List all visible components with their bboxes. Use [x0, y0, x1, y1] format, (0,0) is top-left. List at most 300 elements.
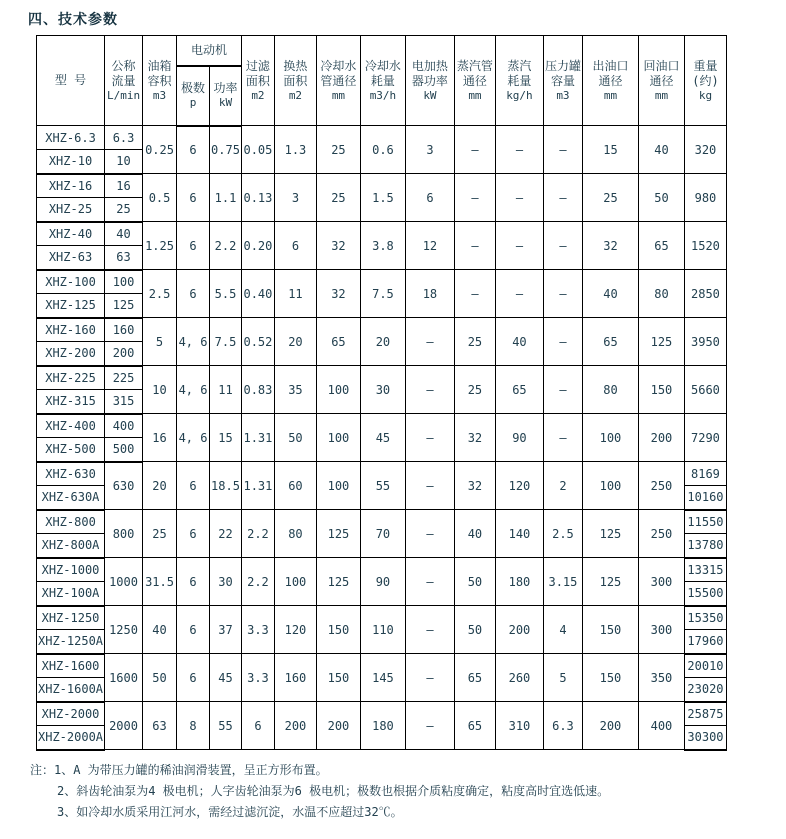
header-label-line: 功率 — [213, 81, 238, 95]
cell-flow: 160 — [105, 318, 143, 342]
header-unit: mm — [331, 88, 346, 102]
cell-outlet: 32 — [582, 222, 638, 270]
cell-steam_pipe: 32 — [454, 462, 495, 510]
cell-filter: 0.52 — [241, 318, 274, 366]
cell-model: XHZ-500 — [37, 438, 105, 462]
cell-flow: 25 — [105, 198, 143, 222]
table-row — [37, 414, 727, 438]
cell-steam_pipe: 32 — [454, 414, 495, 462]
cell-model: XHZ-40 — [37, 222, 105, 246]
cell-weight: 5660 — [684, 366, 726, 414]
cell-poles: 4, 6 — [177, 366, 210, 414]
cell-ptank: — — [543, 126, 582, 174]
header-label-line: 器功率 — [411, 73, 448, 88]
cell-model: XHZ-25 — [37, 198, 105, 222]
cell-outlet: 125 — [582, 510, 638, 558]
cell-tank: 50 — [143, 654, 177, 702]
header-unit: p — [189, 96, 197, 109]
cell-outlet: 65 — [582, 318, 638, 366]
cell-model: XHZ-315 — [37, 390, 105, 414]
table-row — [37, 366, 727, 390]
cell-flow: 125 — [105, 294, 143, 318]
cell-flow: 500 — [105, 438, 143, 462]
cell-ptank: 6.3 — [543, 702, 582, 750]
header-unit: m3 — [152, 88, 167, 102]
header-label-line: 通径 — [649, 73, 674, 88]
cell-filter: 0.40 — [241, 270, 274, 318]
header-unit: L/min — [106, 88, 141, 102]
cell-weight: 30300 — [684, 726, 726, 750]
col-header-steam_cons — [495, 36, 543, 126]
cell-steam: 260 — [495, 654, 543, 702]
header-label-line: 通径 — [598, 73, 623, 88]
cell-filter: 2.2 — [241, 558, 274, 606]
cell-heat: 160 — [274, 654, 316, 702]
header-unit: kg/h — [506, 88, 533, 102]
cell-water: 55 — [360, 462, 405, 510]
cell-outlet: 200 — [582, 702, 638, 750]
cell-water: 20 — [360, 318, 405, 366]
cell-weight: 13780 — [684, 534, 726, 558]
table-body — [37, 126, 727, 750]
cell-weight: 8169 — [684, 462, 726, 486]
cell-outlet: 15 — [582, 126, 638, 174]
table-row — [37, 510, 727, 534]
cell-tank: 1.25 — [143, 222, 177, 270]
col-header-power — [210, 66, 242, 126]
cell-pipe: 150 — [316, 654, 360, 702]
cell-steam: 40 — [495, 318, 543, 366]
table-row — [37, 654, 727, 678]
cell-power: 0.75 — [210, 126, 242, 174]
cell-heater: 18 — [405, 270, 454, 318]
header-label-line: 电动机 — [190, 42, 227, 57]
cell-flow: 225 — [105, 366, 143, 390]
cell-outlet: 100 — [582, 414, 638, 462]
cell-return: 250 — [638, 510, 684, 558]
cell-power: 7.5 — [210, 318, 242, 366]
cell-model: XHZ-1000 — [37, 558, 105, 582]
cell-flow: 40 — [105, 222, 143, 246]
cell-filter: 0.83 — [241, 366, 274, 414]
cell-power: 2.2 — [210, 222, 242, 270]
cell-heater: 12 — [405, 222, 454, 270]
cell-poles: 6 — [177, 174, 210, 222]
cell-power: 22 — [210, 510, 242, 558]
cell-return: 65 — [638, 222, 684, 270]
cell-ptank: — — [543, 174, 582, 222]
cell-heat: 20 — [274, 318, 316, 366]
col-header-steam_pipe — [454, 36, 495, 126]
cell-return: 300 — [638, 606, 684, 654]
cell-heat: 200 — [274, 702, 316, 750]
cell-model: XHZ-63 — [37, 246, 105, 270]
cell-flow: 1600 — [105, 654, 143, 702]
cell-outlet: 100 — [582, 462, 638, 510]
cell-filter: 0.05 — [241, 126, 274, 174]
cell-pipe: 150 — [316, 606, 360, 654]
cell-weight: 25875 — [684, 702, 726, 726]
col-header-outlet — [582, 36, 638, 126]
cell-flow: 400 — [105, 414, 143, 438]
cell-model: XHZ-225 — [37, 366, 105, 390]
cell-steam: 120 — [495, 462, 543, 510]
header-label-line: 流量 — [111, 73, 136, 88]
header-label-line: 极数 — [181, 81, 206, 95]
cell-water: 45 — [360, 414, 405, 462]
cell-heater: 3 — [405, 126, 454, 174]
cell-model: XHZ-800A — [37, 534, 105, 558]
cell-steam_pipe: 65 — [454, 702, 495, 750]
cell-weight: 13315 — [684, 558, 726, 582]
cell-water: 7.5 — [360, 270, 405, 318]
header-label-line: 电加热 — [411, 58, 448, 73]
cell-pipe: 65 — [316, 318, 360, 366]
cell-model: XHZ-16 — [37, 174, 105, 198]
cell-filter: 2.2 — [241, 510, 274, 558]
cell-outlet: 150 — [582, 654, 638, 702]
header-label-line: (约) — [692, 73, 719, 88]
table-row — [37, 558, 727, 582]
cell-weight: 23020 — [684, 678, 726, 702]
header-label-line: 过滤 — [245, 58, 270, 73]
header-label-line: 面积 — [283, 73, 308, 88]
cell-power: 5.5 — [210, 270, 242, 318]
cell-heater: — — [405, 702, 454, 750]
cell-pipe: 25 — [316, 126, 360, 174]
cell-model: XHZ-400 — [37, 414, 105, 438]
cell-steam: 65 — [495, 366, 543, 414]
cell-pipe: 25 — [316, 174, 360, 222]
cell-heat: 120 — [274, 606, 316, 654]
cell-model: XHZ-1250A — [37, 630, 105, 654]
col-header-press_tank — [543, 36, 582, 126]
cell-power: 30 — [210, 558, 242, 606]
header-label-line: 耗量 — [507, 73, 532, 88]
table-row — [37, 174, 727, 198]
cell-model: XHZ-10 — [37, 150, 105, 174]
cell-heat: 60 — [274, 462, 316, 510]
table-row — [37, 702, 727, 726]
cell-return: 300 — [638, 558, 684, 606]
cell-tank: 10 — [143, 366, 177, 414]
table-row — [37, 606, 727, 630]
header-unit: m2 — [251, 88, 265, 102]
cell-steam_pipe: — — [454, 126, 495, 174]
cell-heat: 3 — [274, 174, 316, 222]
cell-pipe: 32 — [316, 270, 360, 318]
cell-ptank: 2 — [543, 462, 582, 510]
cell-model: XHZ-6.3 — [37, 126, 105, 150]
cell-poles: 6 — [177, 558, 210, 606]
cell-ptank: 3.15 — [543, 558, 582, 606]
cell-return: 250 — [638, 462, 684, 510]
cell-pipe: 100 — [316, 414, 360, 462]
table-header — [37, 36, 727, 126]
cell-steam_pipe: 65 — [454, 654, 495, 702]
cell-heater: — — [405, 318, 454, 366]
cell-flow: 315 — [105, 390, 143, 414]
cell-heat: 11 — [274, 270, 316, 318]
cell-heat: 1.3 — [274, 126, 316, 174]
cell-return: 400 — [638, 702, 684, 750]
header-label-line: 管通径 — [320, 73, 357, 88]
cell-flow: 63 — [105, 246, 143, 270]
cell-heat: 80 — [274, 510, 316, 558]
cell-ptank: — — [543, 414, 582, 462]
cell-ptank: 4 — [543, 606, 582, 654]
cell-flow: 10 — [105, 150, 143, 174]
header-label-line: 蒸汽管 — [456, 58, 493, 73]
cell-power: 18.5 — [210, 462, 242, 510]
col-header-heater — [405, 36, 454, 126]
header-label-line: 换热 — [283, 58, 308, 73]
cell-pipe: 125 — [316, 510, 360, 558]
header-label-line: 容积 — [147, 73, 172, 88]
cell-ptank: — — [543, 222, 582, 270]
cell-tank: 31.5 — [143, 558, 177, 606]
cell-poles: 6 — [177, 462, 210, 510]
cell-weight: 15350 — [684, 606, 726, 630]
cell-model: XHZ-1600 — [37, 654, 105, 678]
cell-ptank: — — [543, 366, 582, 414]
cell-outlet: 25 — [582, 174, 638, 222]
cell-steam_pipe: 50 — [454, 558, 495, 606]
cell-outlet: 150 — [582, 606, 638, 654]
col-header-tank — [143, 36, 177, 126]
header-label-line: 容量 — [550, 73, 575, 88]
cell-power: 37 — [210, 606, 242, 654]
cell-flow: 630 — [105, 462, 143, 510]
cell-weight: 980 — [684, 174, 726, 222]
header-unit: mm — [468, 88, 482, 102]
header-label-line: 蒸汽 — [507, 58, 532, 73]
cell-steam_pipe: 25 — [454, 318, 495, 366]
footnotes — [30, 760, 786, 823]
cell-weight: 15500 — [684, 582, 726, 606]
cell-filter: 0.13 — [241, 174, 274, 222]
cell-heat: 35 — [274, 366, 316, 414]
cell-steam_pipe: — — [454, 270, 495, 318]
cell-weight: 1520 — [684, 222, 726, 270]
header-label-line: 耗量 — [370, 73, 395, 88]
cell-model: XHZ-630 — [37, 462, 105, 486]
header-unit: m2 — [288, 88, 303, 102]
cell-power: 1.1 — [210, 174, 242, 222]
cell-tank: 40 — [143, 606, 177, 654]
cell-return: 150 — [638, 366, 684, 414]
cell-flow: 16 — [105, 174, 143, 198]
col-header-cool_water — [360, 36, 405, 126]
cell-flow: 1250 — [105, 606, 143, 654]
cell-model: XHZ-160 — [37, 318, 105, 342]
cell-pipe: 125 — [316, 558, 360, 606]
cell-poles: 6 — [177, 510, 210, 558]
header-unit: kW — [218, 96, 233, 109]
cell-heater: — — [405, 606, 454, 654]
cell-filter: 1.31 — [241, 462, 274, 510]
cell-heat: 100 — [274, 558, 316, 606]
header-unit: kg — [698, 88, 713, 102]
header-label-line: 压力罐 — [544, 58, 581, 73]
cell-filter: 3.3 — [241, 606, 274, 654]
cell-weight: 320 — [684, 126, 726, 174]
header-label-line: 冷却水 — [320, 58, 357, 73]
cell-tank: 16 — [143, 414, 177, 462]
header-unit: mm — [603, 88, 618, 102]
footnote-line: 2、斜齿轮油泵为4 极电机；人字齿轮油泵为6 极电机；极数也根据介质粘度确定，粘度高时宜选低速。 — [57, 783, 610, 798]
cell-pipe: 32 — [316, 222, 360, 270]
cell-model: XHZ-800 — [37, 510, 105, 534]
col-header-filter_area — [241, 36, 274, 126]
cell-tank: 0.5 — [143, 174, 177, 222]
cell-poles: 8 — [177, 702, 210, 750]
cell-poles: 4, 6 — [177, 318, 210, 366]
cell-heater: — — [405, 654, 454, 702]
cell-model: XHZ-200 — [37, 342, 105, 366]
cell-model: XHZ-125 — [37, 294, 105, 318]
cell-weight: 2850 — [684, 270, 726, 318]
cell-power: 11 — [210, 366, 242, 414]
cell-water: 110 — [360, 606, 405, 654]
cell-pipe: 100 — [316, 462, 360, 510]
cell-poles: 6 — [177, 126, 210, 174]
col-header-motor — [177, 36, 242, 66]
footnote-line: 3、如冷却水质采用江河水，需经过滤沉淀，水温不应超过32℃。 — [57, 804, 403, 819]
col-header-weight — [684, 36, 726, 126]
cell-power: 45 — [210, 654, 242, 702]
cell-model: XHZ-100 — [37, 270, 105, 294]
cell-heater: 6 — [405, 174, 454, 222]
cell-water: 70 — [360, 510, 405, 558]
col-header-flow — [105, 36, 143, 126]
cell-power: 15 — [210, 414, 242, 462]
cell-heat: 6 — [274, 222, 316, 270]
cell-ptank: 5 — [543, 654, 582, 702]
cell-flow: 100 — [105, 270, 143, 294]
cell-tank: 0.25 — [143, 126, 177, 174]
cell-heat: 50 — [274, 414, 316, 462]
header-label-line: 重量 — [693, 58, 718, 73]
spec-table — [36, 35, 727, 751]
cell-pipe: 100 — [316, 366, 360, 414]
cell-poles: 6 — [177, 654, 210, 702]
cell-steam_pipe: — — [454, 222, 495, 270]
cell-flow: 200 — [105, 342, 143, 366]
cell-steam: — — [495, 270, 543, 318]
cell-water: 90 — [360, 558, 405, 606]
header-label-line: 出油口 — [592, 58, 629, 73]
cell-steam_pipe: — — [454, 174, 495, 222]
cell-return: 50 — [638, 174, 684, 222]
header-unit: m3 — [556, 88, 570, 102]
cell-model: XHZ-1600A — [37, 678, 105, 702]
cell-filter: 3.3 — [241, 654, 274, 702]
cell-poles: 4, 6 — [177, 414, 210, 462]
header-unit: mm — [654, 88, 669, 102]
cell-poles: 6 — [177, 222, 210, 270]
cell-flow: 6.3 — [105, 126, 143, 150]
cell-pipe: 200 — [316, 702, 360, 750]
header-label-line: 面积 — [245, 73, 270, 88]
cell-water: 1.5 — [360, 174, 405, 222]
table-row — [37, 126, 727, 150]
header-label-line: 型 号 — [54, 73, 87, 87]
cell-steam: 180 — [495, 558, 543, 606]
cell-steam: — — [495, 174, 543, 222]
cell-steam: — — [495, 222, 543, 270]
cell-weight: 10160 — [684, 486, 726, 510]
cell-filter: 0.20 — [241, 222, 274, 270]
cell-flow: 1000 — [105, 558, 143, 606]
cell-poles: 6 — [177, 606, 210, 654]
cell-heater: — — [405, 366, 454, 414]
cell-weight: 3950 — [684, 318, 726, 366]
header-label-line: 公称 — [111, 58, 136, 73]
col-header-cool_pipe — [316, 36, 360, 126]
cell-tank: 2.5 — [143, 270, 177, 318]
table-row — [37, 318, 727, 342]
cell-heater: — — [405, 462, 454, 510]
cell-ptank: — — [543, 318, 582, 366]
cell-return: 350 — [638, 654, 684, 702]
cell-water: 180 — [360, 702, 405, 750]
cell-water: 0.6 — [360, 126, 405, 174]
cell-tank: 25 — [143, 510, 177, 558]
cell-outlet: 80 — [582, 366, 638, 414]
cell-water: 30 — [360, 366, 405, 414]
cell-steam_pipe: 50 — [454, 606, 495, 654]
cell-model: XHZ-100A — [37, 582, 105, 606]
table-row — [37, 222, 727, 246]
cell-heater: — — [405, 510, 454, 558]
header-label-line: 回油口 — [643, 58, 680, 73]
cell-weight: 17960 — [684, 630, 726, 654]
cell-flow: 800 — [105, 510, 143, 558]
cell-tank: 5 — [143, 318, 177, 366]
cell-steam: 310 — [495, 702, 543, 750]
cell-steam_pipe: 25 — [454, 366, 495, 414]
cell-return: 40 — [638, 126, 684, 174]
cell-steam: — — [495, 126, 543, 174]
cell-model: XHZ-1250 — [37, 606, 105, 630]
cell-return: 125 — [638, 318, 684, 366]
cell-filter: 1.31 — [241, 414, 274, 462]
cell-return: 200 — [638, 414, 684, 462]
col-header-model — [37, 36, 105, 126]
header-unit: kW — [423, 88, 437, 102]
cell-steam: 200 — [495, 606, 543, 654]
cell-weight: 11550 — [684, 510, 726, 534]
cell-model: XHZ-2000 — [37, 702, 105, 726]
cell-ptank: 2.5 — [543, 510, 582, 558]
table-row — [37, 270, 727, 294]
cell-water: 3.8 — [360, 222, 405, 270]
cell-model: XHZ-630A — [37, 486, 105, 510]
table-row — [37, 462, 727, 486]
cell-poles: 6 — [177, 270, 210, 318]
header-label-line: 油箱 — [147, 58, 172, 73]
col-header-return — [638, 36, 684, 126]
cell-flow: 2000 — [105, 702, 143, 750]
header-label-line: 通径 — [462, 73, 487, 88]
cell-power: 55 — [210, 702, 242, 750]
cell-filter: 6 — [241, 702, 274, 750]
cell-ptank: — — [543, 270, 582, 318]
cell-steam: 90 — [495, 414, 543, 462]
footnote-line: 注：1、A 为带压力罐的稀油润滑装置，呈正方形布置。 — [30, 762, 328, 777]
cell-water: 145 — [360, 654, 405, 702]
